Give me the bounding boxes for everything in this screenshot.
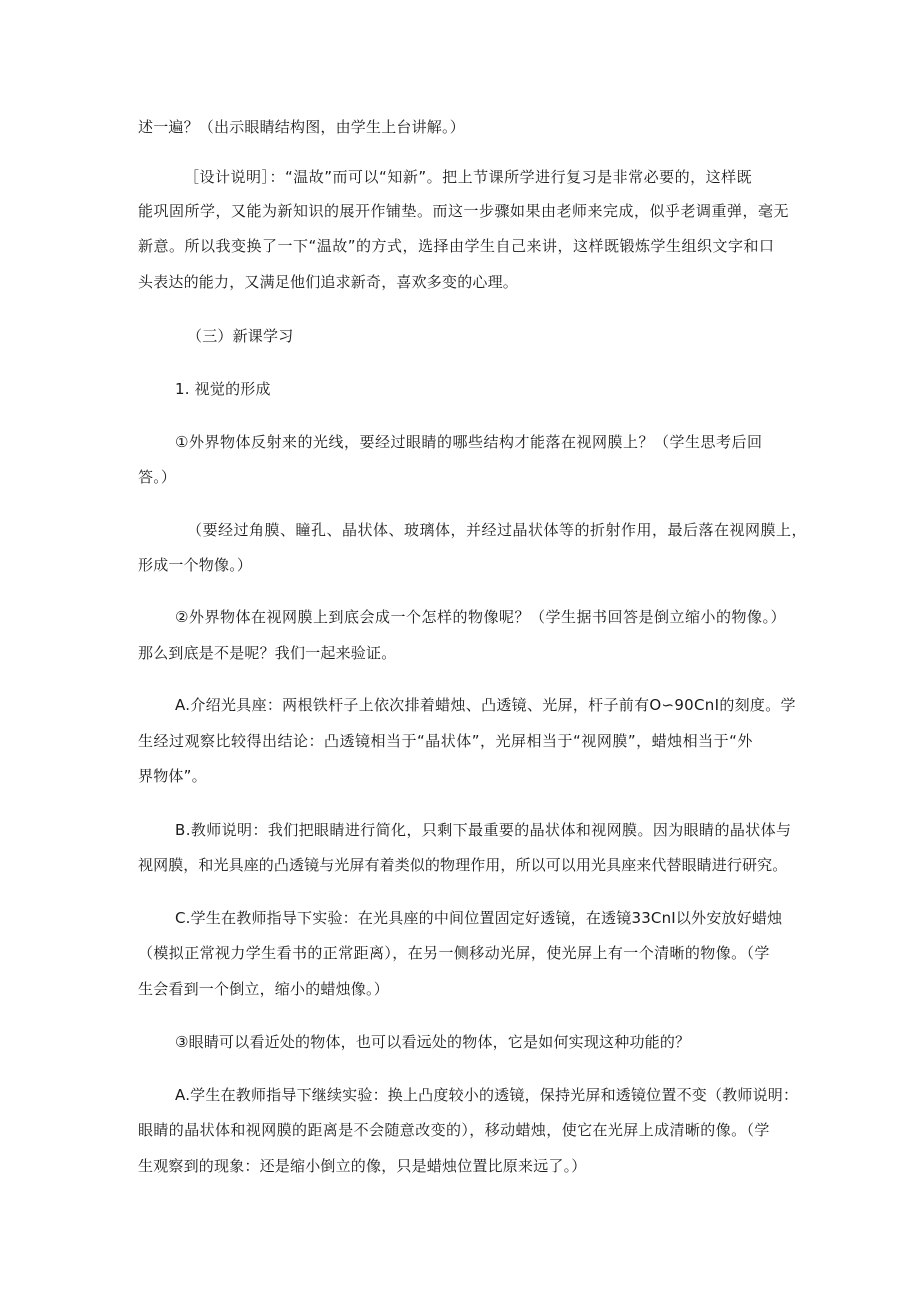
text-line-11: 形成一个物像。） [138,556,253,574]
text-line-25: 生观察到的现象：还是缩小倒立的像，只是蜡烛位置比原来远了。） [138,1157,587,1175]
text-line-9: 答。） [138,468,177,486]
text-line-2: ［设计说明］：“温故”而可以“知新”。把上节课所学进行复习是非常必要的，这样既 [184,168,753,186]
text-line-22: ③眼睛可以看近处的物体，也可以看远处的物体，它是如何实现这种功能的？ [175,1033,691,1051]
text-line-1: 述一遍？（出示眼睛结构图，由学生上台讲解。） [138,118,465,136]
text-line-15: 生经过观察比较得出结论：凸透镜相当于“晶状体”，光屏相当于“视网膜”，蜡烛相当于“外 [138,732,753,750]
text-line-3: 能巩固所学，又能为新知识的展开作铺垫。而这一步骤如果由老师来完成，似乎老调重弹，毫无 [138,202,790,220]
section-heading: （三）新课学习 [187,327,294,345]
text-line-14: A.介绍光具座：两根铁杆子上依次排着蜡烛、凸透镜、光屏，杆子前有O∽90CnI的刻度。学 [175,696,796,714]
text-line-12: ②外界物体在视网膜上到底会成一个怎样的物像呢？（学生据书回答是倒立缩小的物像。） [175,608,786,626]
text-line-18: 视网膜，和光具座的凸透镜与光屏有着类似的物理作用，所以可以用光具座来代替眼睛进行研究。 [138,856,788,874]
text-line-19: C.学生在教师指导下实验：在光具座的中间位置固定好透镜，在透镜33CnI以外安放好蜡烛 [175,909,783,927]
text-line-5: 头表达的能力，又满足他们追求新奇，喜欢多变的心理。 [138,273,519,291]
text-line-23: A.学生在教师指导下继续实验：换上凸度较小的透镜，保持光屏和透镜位置不变（教师说明： [175,1086,799,1104]
text-line-8: ①外界物体反射来的光线，要经过眼睛的哪些结构才能落在视网膜上？（学生思考后回 [175,433,763,451]
text-line-4: 新意。所以我变换了一下“温故”的方式，选择由学生自己来讲，这样既锻炼学生组织文字和口 [138,237,775,255]
text-line-20: （模拟正常视力学生看书的正常距离），在另一侧移动光屏，使光屏上有一个清晰的物像。（学 [138,944,770,962]
text-line-24: 眼睛的晶状体和视网膜的距离是不会随意改变的），移动蜡烛，使它在光屏上成清晰的像。（学 [138,1121,770,1139]
text-line-21: 生会看到一个倒立，缩小的蜡烛像。） [138,980,389,998]
text-line-17: B.教师说明：我们把眼睛进行简化，只剩下最重要的晶状体和视网膜。因为眼睛的晶状体与 [175,821,792,839]
text-line-13: 那么到底是不是呢？我们一起来验证。 [138,644,397,662]
text-line-16: 界物体”。 [138,767,207,785]
subsection-heading: 1. 视觉的形成 [175,380,271,398]
text-line-10: （要经过角膜、瞳孔、晶状体、玻璃体，并经过晶状体等的折射作用，最后落在视网膜上， [187,521,808,539]
